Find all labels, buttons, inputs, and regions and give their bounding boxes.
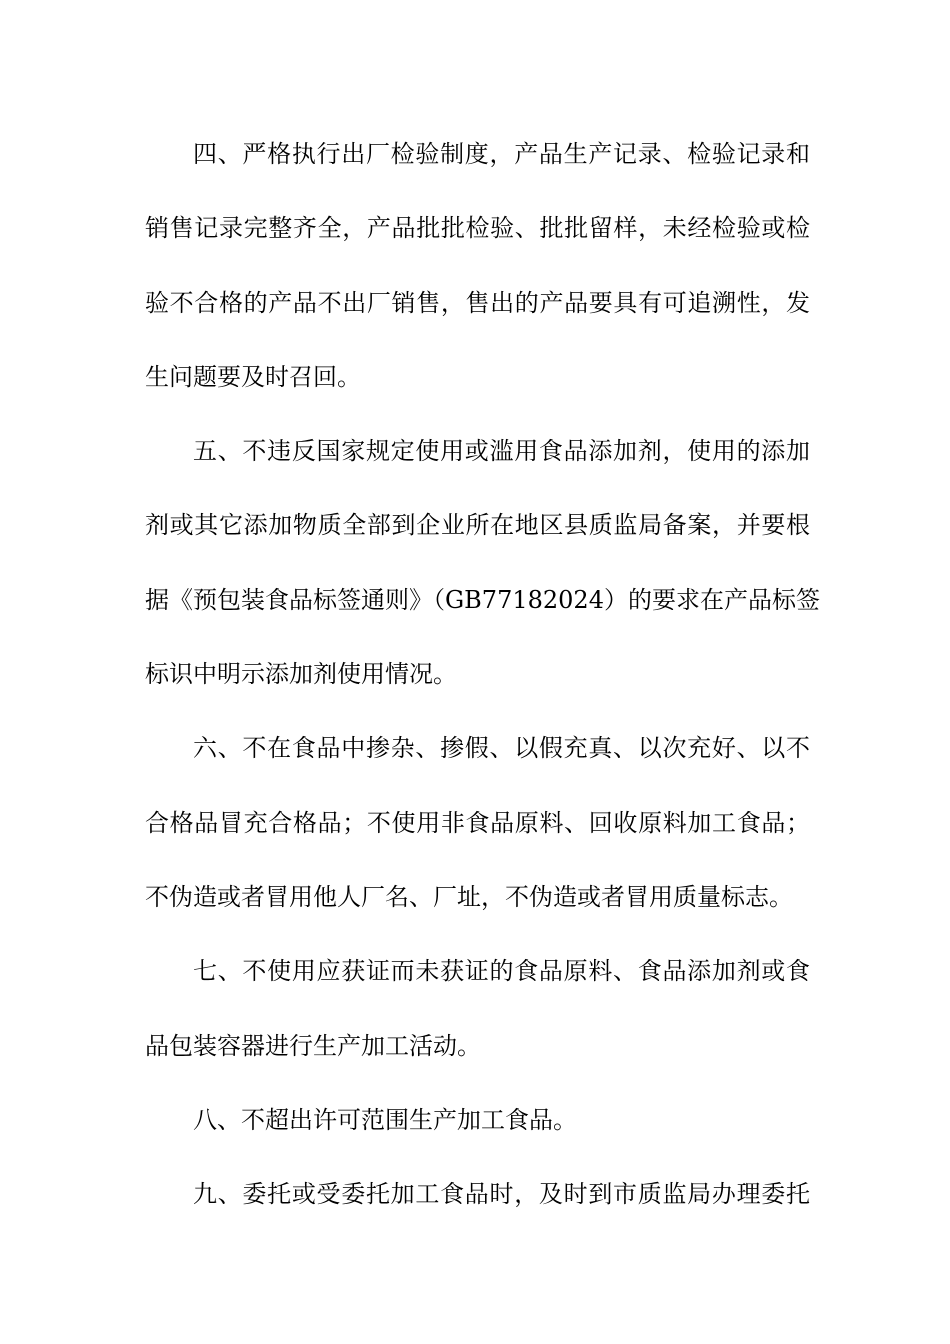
text-line: 七、不使用应获证而未获证的食品原料、食品添加剂或食	[193, 957, 810, 986]
text-line: 八、不超出许可范围生产加工食品。	[193, 1105, 577, 1134]
text-line: 不伪造或者冒用他人厂名、厂址，不伪造或者冒用质量标志。	[145, 882, 793, 911]
text-line: 据《预包装食品标签通则》（GB77182024）的要求在产品标签	[145, 585, 820, 614]
text-line: 销售记录完整齐全，产品批批检验、批批留样，未经检验或检	[145, 214, 810, 243]
text-line: 验不合格的产品不出厂销售，售出的产品要具有可追溯性，发	[145, 288, 810, 317]
text-line: 标识中明示添加剂使用情况。	[145, 660, 457, 689]
text-line: 合格品冒充合格品；不使用非食品原料、回收原料加工食品；	[145, 808, 810, 837]
document-body	[145, 117, 820, 1231]
text-line: 五、不违反国家规定使用或滥用食品添加剂，使用的添加	[193, 437, 810, 466]
text-line: 品包装容器进行生产加工活动。	[145, 1031, 481, 1060]
text-line: 六、不在食品中掺杂、掺假、以假充真、以次充好、以不	[193, 734, 810, 763]
text-line: 剂或其它添加物质全部到企业所在地区县质监局备案，并要根	[145, 511, 810, 540]
text-line: 四、严格执行出厂检验制度，产品生产记录、检验记录和	[193, 140, 810, 168]
text-line: 生问题要及时召回。	[145, 362, 361, 391]
text-line: 九、委托或受委托加工食品时，及时到市质监局办理委托	[193, 1180, 810, 1209]
